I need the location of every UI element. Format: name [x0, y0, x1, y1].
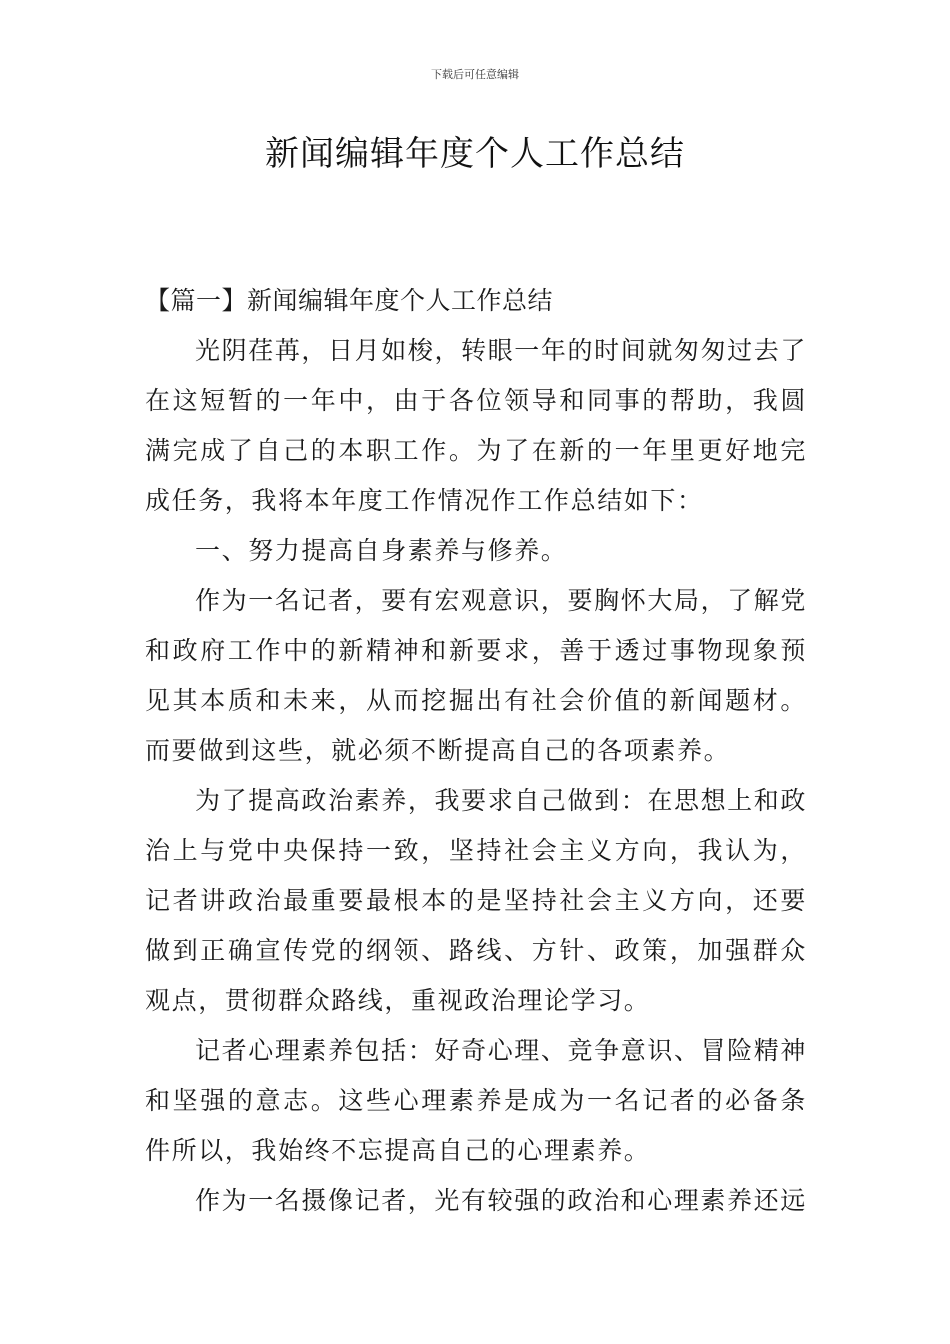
- paragraph-reporter-awareness: 作为一名记者，要有宏观意识，要胸怀大局，了解党和政府工作中的新精神和新要求，善于透过事物现象预见其本质和未来，从而挖掘出有社会价值的新闻题材。而要做到这些，就必须不断提高自己的各项素养。: [145, 586, 807, 765]
- document-title: 新闻编辑年度个人工作总结: [265, 134, 685, 174]
- section-heading: 【篇一】新闻编辑年度个人工作总结: [145, 286, 554, 315]
- document-body: [145, 276, 807, 1226]
- paragraph-psychological-literacy: 记者心理素养包括：好奇心理、竞争意识、冒险精神和坚强的意志。这些心理素养是成为一名记者的必备条件所以，我始终不忘提高自己的心理素养。: [145, 1036, 807, 1165]
- paragraph-point-one: 一、努力提高自身素养与修养。: [195, 536, 568, 565]
- paragraph-political-literacy: 为了提高政治素养，我要求自己做到：在思想上和政治上与党中央保持一致，坚持社会主义方向，我认为，记者讲政治最重要最根本的是坚持社会主义方向，还要做到正确宣传党的纲领、路线、方针、政策，加强群众观点，贯彻群众路线，重视政治理论学习。: [145, 786, 807, 1015]
- paragraph-intro: 光阴荏苒，日月如梭，转眼一年的时间就匆匆过去了在这短暂的一年中，由于各位领导和同事的帮助，我圆满完成了自己的本职工作。为了在新的一年里更好地完成任务，我将本年度工作情况作工作总结如下：: [145, 336, 807, 515]
- paragraph-camera-reporter: 作为一名摄像记者，光有较强的政治和心理素养还远: [195, 1186, 807, 1215]
- header-note: 下载后可任意编辑: [431, 68, 519, 81]
